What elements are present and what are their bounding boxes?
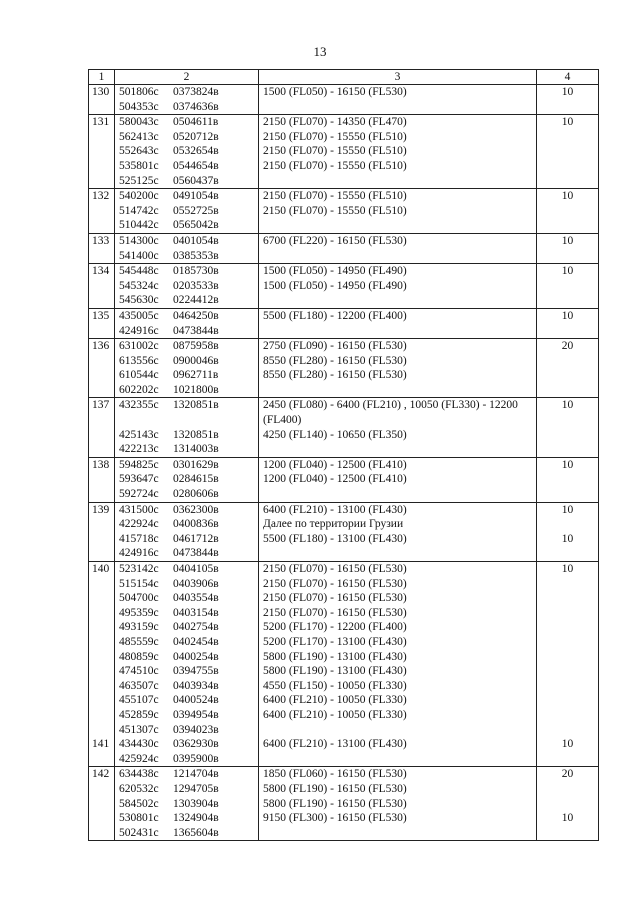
latitude: 431500с [119, 503, 159, 516]
altitude-range: 5800 (FL190) - 13100 (FL430) [263, 650, 407, 663]
width-value: 20 [561, 768, 574, 781]
table-row [89, 737, 599, 767]
coordinate-pair [119, 737, 255, 752]
width-value: 10 [561, 116, 574, 129]
coordinate-pair [119, 354, 255, 369]
row-number: 137 [89, 398, 115, 457]
width-value: 10 [561, 563, 574, 575]
coordinates-cell [115, 115, 259, 189]
latitude: 510442с [119, 219, 159, 232]
latitude: 530801с [119, 812, 159, 825]
width-value: 10 [561, 812, 574, 825]
coordinates-cell [115, 767, 259, 841]
altitude-range: 6400 (FL210) - 10050 (FL330) [263, 708, 407, 721]
coordinate-pair [119, 723, 255, 738]
longitude: 0491054в [173, 190, 219, 203]
coordinate-pair [119, 174, 255, 189]
width-value: 10 [561, 503, 574, 516]
latitude: 474510с [119, 665, 159, 678]
coordinate-pair [119, 100, 255, 115]
longitude: 1365604в [173, 826, 219, 839]
longitude: 0400254в [173, 650, 219, 663]
width-cell [537, 339, 599, 398]
altitude-range: 1500 (FL050) - 16150 (FL530) [263, 86, 407, 98]
latitude: 422213с [119, 443, 159, 456]
altitude-range: 2150 (FL070) - 15550 (FL510) [263, 204, 407, 217]
altitude-cell [259, 767, 537, 841]
table-row [89, 189, 599, 234]
longitude: 0400836в [173, 518, 219, 531]
longitude: 0284615в [173, 473, 219, 486]
longitude: 0520712в [173, 130, 219, 143]
longitude: 1324904в [173, 812, 219, 825]
coordinate-pair [119, 606, 255, 621]
coordinate-pair [119, 204, 255, 219]
latitude: 514742с [119, 204, 159, 217]
altitude-range: 1200 (FL040) - 12500 (FL410) [263, 473, 407, 486]
table-row [89, 264, 599, 309]
coordinate-pair [119, 591, 255, 606]
latitude: 523142с [119, 563, 159, 575]
latitude: 552643с [119, 145, 159, 158]
longitude: 0185730в [173, 265, 219, 278]
altitude-cell [259, 308, 537, 338]
longitude: 1320851в [173, 428, 219, 441]
altitude-cell [259, 562, 537, 738]
row-number: 135 [89, 308, 115, 338]
longitude: 1303904в [173, 797, 219, 810]
latitude: 432355с [119, 399, 159, 412]
width-cell [537, 502, 599, 561]
latitude: 540200с [119, 190, 159, 203]
altitude-range: 8550 (FL280) - 16150 (FL530) [263, 369, 407, 382]
altitude-range: 5800 (FL190) - 13100 (FL430) [263, 665, 407, 678]
header-col-2: 2 [115, 70, 259, 85]
coordinate-pair [119, 279, 255, 294]
width-value: 10 [561, 234, 574, 247]
altitude-range: 5800 (FL190) - 16150 (FL530) [263, 797, 407, 810]
longitude: 1214704в [173, 768, 219, 781]
row-number: 142 [89, 767, 115, 841]
coordinate-pair [119, 562, 255, 577]
coordinate-pair [119, 693, 255, 708]
header-row [89, 70, 599, 85]
row-number: 136 [89, 339, 115, 398]
longitude: 1320851в [173, 399, 219, 412]
table-row [89, 85, 599, 115]
table-row [89, 308, 599, 338]
coordinate-pair [119, 159, 255, 174]
table-row [89, 562, 599, 738]
altitude-range: 9150 (FL300) - 16150 (FL530) [263, 812, 407, 825]
table-body [89, 85, 599, 841]
altitude-range: 5500 (FL180) - 12200 (FL400) [263, 309, 407, 322]
coordinate-pair [119, 650, 255, 665]
width-value: 10 [561, 738, 574, 751]
altitude-cell [259, 85, 537, 115]
altitude-range: 8550 (FL280) - 16150 (FL530) [263, 354, 407, 367]
coordinate-pair [119, 767, 255, 782]
longitude: 0362930в [173, 738, 219, 751]
coordinate-pair [119, 115, 255, 130]
longitude: 0403906в [173, 577, 219, 590]
altitude-range: 4250 (FL140) - 10650 (FL350) [263, 428, 407, 441]
row-number: 131 [89, 115, 115, 189]
altitude-cell [259, 339, 537, 398]
altitude-range: Далее по территории Грузии [263, 518, 404, 531]
altitude-range: 1850 (FL060) - 16150 (FL530) [263, 768, 407, 781]
coordinates-cell [115, 457, 259, 502]
header-col-1: 1 [89, 70, 115, 85]
longitude: 0464250в [173, 309, 219, 322]
longitude: 0532654в [173, 145, 219, 158]
longitude: 0402754в [173, 621, 219, 634]
width-value: 10 [561, 190, 574, 203]
longitude: 0394954в [173, 708, 219, 721]
coordinate-pair [119, 442, 255, 457]
latitude: 422924с [119, 518, 159, 531]
longitude: 0565042в [173, 219, 219, 232]
coordinate-pair [119, 577, 255, 592]
longitude: 0374636в [173, 100, 219, 113]
coordinate-pair [119, 679, 255, 694]
coordinate-pair [119, 664, 255, 679]
latitude: 610544с [119, 369, 159, 382]
coordinate-pair [119, 249, 255, 264]
latitude: 455107с [119, 694, 159, 707]
altitude-range: 2150 (FL070) - 15550 (FL510) [263, 190, 407, 203]
longitude: 0301629в [173, 458, 219, 471]
row-number: 140 [89, 562, 115, 738]
longitude: 0504611в [173, 116, 219, 129]
width-cell [537, 737, 599, 767]
coordinate-pair [119, 635, 255, 650]
latitude: 620532с [119, 782, 159, 795]
latitude: 541400с [119, 249, 159, 262]
coordinate-pair [119, 517, 255, 532]
longitude: 0400524в [173, 694, 219, 707]
longitude: 0362300в [173, 503, 219, 516]
coordinate-pair [119, 144, 255, 159]
row-number: 134 [89, 264, 115, 309]
width-value [540, 797, 595, 812]
latitude: 545448с [119, 265, 159, 278]
latitude: 545630с [119, 294, 159, 307]
latitude: 452859с [119, 708, 159, 721]
longitude: 0224412в [173, 294, 219, 307]
coordinates-cell [115, 308, 259, 338]
latitude: 451307с [119, 723, 159, 736]
latitude: 545324с [119, 279, 159, 292]
coordinate-pair [119, 413, 255, 428]
width-cell [537, 85, 599, 115]
latitude: 613556с [119, 354, 159, 367]
coordinate-pair [119, 85, 255, 100]
latitude: 584502с [119, 797, 159, 810]
table-row [89, 457, 599, 502]
longitude: 0394755в [173, 665, 219, 678]
coordinate-pair [119, 797, 255, 812]
page-number: 13 [313, 44, 327, 59]
table-row [89, 502, 599, 561]
width-cell [537, 398, 599, 457]
longitude: 0473844в [173, 547, 219, 560]
coordinate-pair [119, 293, 255, 308]
coordinate-pair [119, 472, 255, 487]
airway-table [88, 69, 599, 841]
coordinate-pair [119, 368, 255, 383]
table-row [89, 398, 599, 457]
longitude: 1021800в [173, 383, 219, 396]
coordinate-pair [119, 428, 255, 443]
coordinate-pair [119, 487, 255, 502]
coordinate-pair [119, 708, 255, 723]
altitude-cell [259, 115, 537, 189]
width-cell [537, 233, 599, 263]
coordinate-pair [119, 324, 255, 339]
latitude: 515154с [119, 577, 159, 590]
coordinate-pair [119, 458, 255, 473]
altitude-range: 2150 (FL070) - 16150 (FL530) [263, 592, 407, 605]
coordinates-cell [115, 85, 259, 115]
longitude: 0403934в [173, 679, 219, 692]
altitude-cell [259, 457, 537, 502]
coordinate-pair [119, 218, 255, 233]
altitude-range: 5500 (FL180) - 13100 (FL430) [263, 532, 407, 545]
altitude-range: 2150 (FL070) - 14350 (FL470) [263, 116, 407, 129]
altitude-range: 1200 (FL040) - 12500 (FL410) [263, 458, 407, 471]
altitude-cell [259, 264, 537, 309]
altitude-cell [259, 737, 537, 767]
altitude-range: 6400 (FL210) - 13100 (FL430) [263, 503, 407, 516]
longitude: 0404105в [173, 563, 219, 575]
table-row [89, 233, 599, 263]
width-cell [537, 115, 599, 189]
latitude: 493159с [119, 621, 159, 634]
longitude: 0401054в [173, 234, 219, 247]
width-value: 10 [561, 86, 574, 98]
coordinates-cell [115, 233, 259, 263]
latitude: 424916с [119, 324, 159, 337]
altitude-range: 2150 (FL070) - 15550 (FL510) [263, 130, 407, 143]
coordinate-pair [119, 546, 255, 561]
altitude-range: 5800 (FL190) - 16150 (FL530) [263, 782, 407, 795]
latitude: 425143с [119, 428, 159, 441]
latitude: 535801с [119, 159, 159, 172]
altitude-range: 2150 (FL070) - 16150 (FL530) [263, 577, 407, 590]
altitude-range: 6400 (FL210) - 10050 (FL330) [263, 694, 407, 707]
width-value: 20 [561, 340, 574, 353]
coordinate-pair [119, 339, 255, 354]
coordinates-cell [115, 398, 259, 457]
width-value [540, 782, 595, 797]
width-cell [537, 264, 599, 309]
row-number: 141 [89, 737, 115, 767]
latitude: 592724с [119, 488, 159, 501]
coordinate-pair [119, 782, 255, 797]
row-number: 130 [89, 85, 115, 115]
altitude-cell [259, 398, 537, 457]
altitude-cell [259, 189, 537, 234]
width-cell [537, 189, 599, 234]
row-number: 138 [89, 457, 115, 502]
longitude: 1294705в [173, 782, 219, 795]
coordinate-pair [119, 620, 255, 635]
header-col-3: 3 [259, 70, 537, 85]
latitude: 434430с [119, 738, 159, 751]
longitude: 0280606в [173, 488, 219, 501]
latitude: 480859с [119, 650, 159, 663]
altitude-range: 2150 (FL070) - 16150 (FL530) [263, 563, 407, 575]
longitude: 0373824в [173, 86, 219, 98]
coordinate-pair [119, 234, 255, 249]
longitude: 1314003в [173, 443, 219, 456]
coordinates-cell [115, 264, 259, 309]
coordinate-pair [119, 826, 255, 841]
latitude: 514300с [119, 234, 159, 247]
altitude-range: 4550 (FL150) - 10050 (FL330) [263, 679, 407, 692]
altitude-range: 2450 (FL080) - 6400 (FL210) , 10050 (FL330) - 12200 (FL400) [263, 399, 518, 427]
longitude: 0403154в [173, 606, 219, 619]
coordinate-pair [119, 503, 255, 518]
width-cell [537, 457, 599, 502]
longitude: 0552725в [173, 204, 219, 217]
coordinate-pair [119, 752, 255, 767]
latitude: 631002с [119, 340, 159, 353]
longitude: 0394023в [173, 723, 219, 736]
longitude: 0875958в [173, 340, 219, 353]
longitude: 0900046в [173, 354, 219, 367]
altitude-range: 6700 (FL220) - 16150 (FL530) [263, 234, 407, 247]
row-number: 132 [89, 189, 115, 234]
latitude: 525125с [119, 174, 159, 187]
altitude-range: 1500 (FL050) - 14950 (FL490) [263, 279, 407, 292]
width-cell [537, 767, 599, 841]
altitude-range: 2150 (FL070) - 16150 (FL530) [263, 606, 407, 619]
coordinate-pair [119, 398, 255, 413]
latitude: 435005с [119, 309, 159, 322]
longitude: 0962711в [173, 369, 219, 382]
latitude: 504353с [119, 100, 159, 113]
altitude-range: 5200 (FL170) - 13100 (FL430) [263, 635, 407, 648]
coordinates-cell [115, 737, 259, 767]
width-cell [537, 562, 599, 738]
altitude-cell [259, 233, 537, 263]
latitude: 425924с [119, 752, 159, 765]
coordinate-pair [119, 532, 255, 547]
coordinates-cell [115, 502, 259, 561]
width-value: 10 [561, 309, 574, 322]
latitude: 495359с [119, 606, 159, 619]
coordinate-pair [119, 264, 255, 279]
coordinate-pair [119, 811, 255, 826]
table-row [89, 115, 599, 189]
width-value: 10 [561, 458, 574, 471]
latitude: 504700с [119, 592, 159, 605]
table-row [89, 767, 599, 841]
width-value: 10 [561, 399, 574, 412]
latitude: 634438с [119, 768, 159, 781]
header-col-4: 4 [537, 70, 599, 85]
coordinate-pair [119, 383, 255, 398]
latitude: 501806с [119, 86, 159, 98]
latitude: 502431с [119, 826, 159, 839]
latitude: 602202с [119, 383, 159, 396]
latitude: 463507с [119, 679, 159, 692]
latitude: 580043с [119, 116, 159, 129]
coordinates-cell [115, 562, 259, 738]
altitude-range: 6400 (FL210) - 13100 (FL430) [263, 738, 407, 751]
coordinate-pair [119, 130, 255, 145]
coordinates-cell [115, 339, 259, 398]
altitude-cell [259, 502, 537, 561]
longitude: 0395900в [173, 752, 219, 765]
coordinate-pair [119, 309, 255, 324]
altitude-range: 5200 (FL170) - 12200 (FL400) [263, 621, 407, 634]
latitude: 415718с [119, 532, 159, 545]
altitude-range: 2150 (FL070) - 15550 (FL510) [263, 145, 407, 158]
coordinates-cell [115, 189, 259, 234]
longitude: 0544654в [173, 159, 219, 172]
longitude: 0403554в [173, 592, 219, 605]
width-value [540, 517, 595, 532]
row-number: 133 [89, 233, 115, 263]
latitude: 593647с [119, 473, 159, 486]
latitude: 594825с [119, 458, 159, 471]
latitude: 562413с [119, 130, 159, 143]
altitude-range: 2150 (FL070) - 15550 (FL510) [263, 159, 407, 172]
coordinate-pair [119, 189, 255, 204]
longitude: 0560437в [173, 174, 219, 187]
latitude: 485559с [119, 635, 159, 648]
longitude: 0203533в [173, 279, 219, 292]
width-cell [537, 308, 599, 338]
longitude: 0461712в [173, 532, 219, 545]
latitude: 424916с [119, 547, 159, 560]
longitude: 0402454в [173, 635, 219, 648]
longitude: 0385353в [173, 249, 219, 262]
altitude-range: 1500 (FL050) - 14950 (FL490) [263, 265, 407, 278]
row-number: 139 [89, 502, 115, 561]
width-value: 10 [561, 532, 574, 545]
table-row [89, 339, 599, 398]
altitude-range: 2750 (FL090) - 16150 (FL530) [263, 340, 407, 353]
longitude: 0473844в [173, 324, 219, 337]
width-value: 10 [561, 265, 574, 278]
